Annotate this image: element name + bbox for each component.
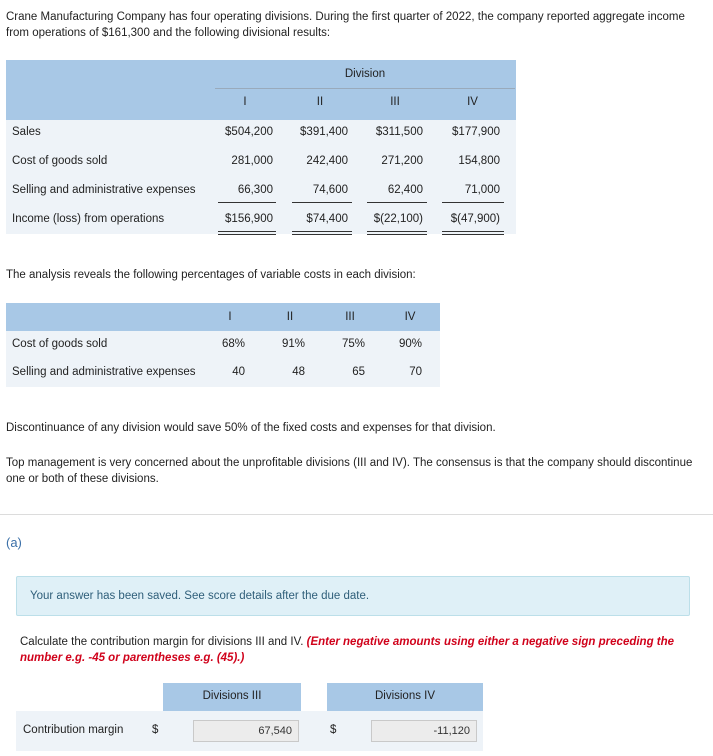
income-I: $156,900 [225, 213, 273, 225]
analysis-text: The analysis reveals the following percentages of variable costs in each division: [6, 269, 416, 281]
instruction-main: Calculate the contribution margin for divisions III and IV. [20, 636, 304, 648]
currency-III: $ [152, 724, 159, 736]
col-header-II: II [316, 96, 324, 108]
section-divider [0, 514, 713, 515]
total-line-IV [442, 231, 504, 232]
answer-header-III: Divisions III [202, 690, 262, 702]
saved-notice [16, 576, 690, 616]
income-IV: $(47,900) [450, 213, 500, 225]
contribution-margin-IV-input[interactable]: -11,120 [371, 720, 477, 742]
t2-sga-II: 48 [292, 366, 305, 378]
contribution-margin-label: Contribution margin [23, 724, 124, 736]
total-line2-II [292, 234, 352, 235]
t2-sga-I: 40 [232, 366, 245, 378]
row-label-cogs: Cost of goods sold [12, 155, 108, 167]
total-line-III [367, 231, 427, 232]
t2-sga-IV: 70 [409, 366, 422, 378]
part-label: (a) [6, 535, 22, 550]
sales-IV: $177,900 [452, 126, 500, 138]
col-header-IV: IV [467, 96, 478, 108]
sales-I: $504,200 [225, 126, 273, 138]
division-header-line [215, 88, 515, 89]
cogs-III: 271,200 [381, 155, 423, 167]
t2-cogs-I: 68% [221, 338, 245, 350]
instruction-note: (Enter negative amounts using either a negative sign preceding the number e.g. -45 or parentheses e.g. (45).) [20, 636, 675, 664]
subtotal-line-I [218, 202, 276, 203]
subtotal-line-III [367, 202, 427, 203]
t2-cogs-II: 91% [281, 338, 305, 350]
t2-cogs-III: 75% [341, 338, 365, 350]
sga-IV: 71,000 [464, 184, 500, 196]
instruction-text [20, 634, 690, 666]
t2-cogs-IV: 90% [398, 338, 422, 350]
answer-header-IV: Divisions IV [374, 690, 436, 702]
sga-II: 74,600 [312, 184, 348, 196]
subtotal-line-IV [442, 202, 504, 203]
col-header-III: III [390, 96, 400, 108]
cogs-I: 281,000 [231, 155, 273, 167]
income-II: $74,400 [306, 213, 348, 225]
discontinuance-text: Discontinuance of any division would save 50% of the fixed costs and expenses for that division. [6, 422, 496, 434]
t2-row-label-sga: Selling and administrative expenses [12, 366, 196, 378]
income-III: $(22,100) [373, 213, 423, 225]
t2-row-label-cogs: Cost of goods sold [12, 338, 108, 350]
t2-col-I: I [228, 311, 232, 323]
row-label-sga: Selling and administrative expenses [12, 184, 196, 196]
cogs-IV: 154,800 [458, 155, 500, 167]
total-line2-IV [442, 234, 504, 235]
currency-IV: $ [330, 724, 337, 736]
sga-III: 62,400 [387, 184, 423, 196]
sales-III: $311,500 [375, 126, 423, 138]
total-line2-III [367, 234, 427, 235]
division-group-header: Division [344, 68, 386, 80]
t2-col-IV: IV [404, 311, 416, 323]
t2-col-II: II [286, 311, 294, 323]
saved-message: Your answer has been saved. See score details after the due date. [30, 590, 370, 602]
sales-II: $391,400 [300, 126, 348, 138]
sga-I: 66,300 [237, 184, 273, 196]
total-line-II [292, 231, 352, 232]
row-label-income: Income (loss) from operations [12, 213, 165, 225]
intro-text: Crane Manufacturing Company has four operating divisions. During the first quarter of 2022, the company reported aggregate income from operations of $161,300 and the following divisional results: [6, 11, 685, 39]
subtotal-line-II [292, 202, 352, 203]
row-label-sales: Sales [12, 126, 41, 138]
contribution-margin-III-input[interactable]: 67,540 [193, 720, 299, 742]
t2-sga-III: 65 [352, 366, 365, 378]
management-text: Top management is very concerned about the unprofitable divisions (III and IV). The consensus is that the company should discontinue one or both of these divisions. [6, 457, 693, 485]
cogs-II: 242,400 [306, 155, 348, 167]
col-header-I: I [243, 96, 247, 108]
total-line2-I [218, 234, 276, 235]
t2-col-III: III [345, 311, 355, 323]
total-line-I [218, 231, 276, 232]
